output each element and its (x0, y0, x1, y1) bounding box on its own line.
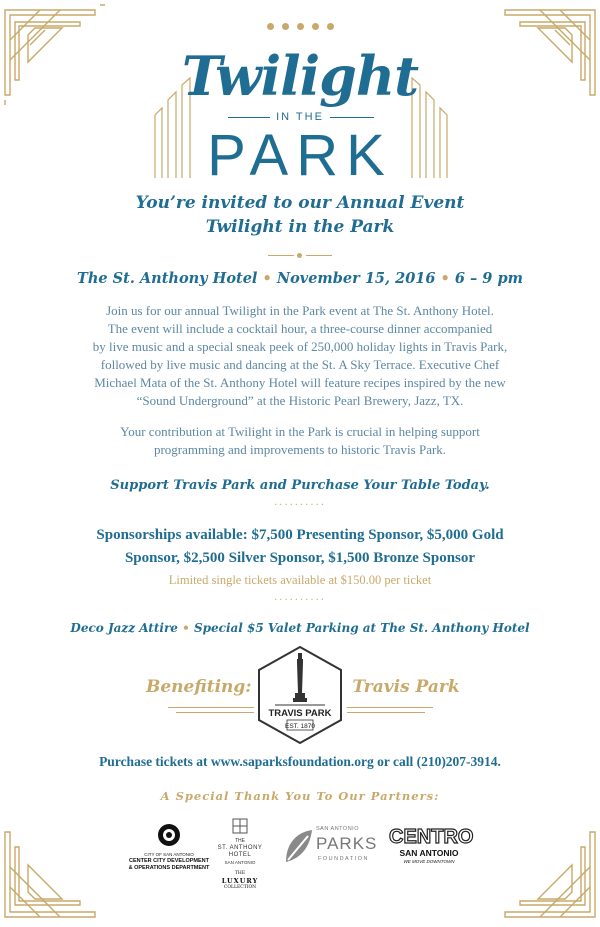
corner-ornament-bottom-left (0, 817, 110, 927)
parking-text: Special $5 Valet Parking at The St. Anthony Hotel (193, 621, 530, 635)
attire-parking (0, 621, 600, 635)
luxury-name: LUXURY (221, 877, 259, 885)
badge-est: EST. 1870 (285, 723, 315, 730)
partner-parks-logo (282, 826, 378, 870)
luxury-the: THE (234, 871, 246, 876)
dot-divider-1: .......... (274, 497, 326, 508)
body-line: by live music and a special sneak peek of 250,000 holiday lights in Travis Park, (92, 339, 508, 354)
ccd-line1: CENTER CITY DEVELOPMENT (129, 858, 209, 864)
benefit-rule-left-1 (168, 707, 254, 708)
contribution-paragraph (0, 423, 600, 459)
centro-sub: SAN ANTONIO (399, 848, 459, 858)
body-line: The event will include a cocktail hour, a three-course dinner accompanied (107, 321, 493, 336)
event-venue: The St. Anthony Hotel (77, 270, 258, 287)
luxury-collection: COLLECTION (223, 885, 257, 890)
benefit-rule-right-2 (347, 712, 425, 713)
ccd-line2: & OPERATIONS DEPARTMENT (128, 865, 210, 871)
hotel-crest-icon (232, 818, 248, 834)
dot-divider-2: .......... (274, 592, 326, 603)
headline-line2: Twilight in the Park (205, 217, 395, 237)
body-line: Michael Mata of the St. Anthony Hotel will feature recipes inspired by the new (94, 375, 506, 390)
attire-sep: • (182, 621, 190, 635)
partner-hotel-logo (212, 818, 268, 891)
hotel-city: SAN ANTONIO (224, 860, 256, 865)
ccd-small: CITY OF SAN ANTONIO (144, 852, 194, 857)
event-sep-1: • (262, 270, 272, 287)
purchase-line: Purchase tickets at www.saparksfoundation.org or call (210)207-3914. (99, 754, 501, 769)
support-text: Support Travis Park and Purchase Your Table Today. (110, 478, 490, 493)
attire-text: Deco Jazz Attire (70, 621, 178, 635)
partner-centro-logo (389, 826, 474, 865)
benefiting-name: Travis Park (352, 677, 460, 697)
badge-title: TRAVIS PARK (268, 708, 332, 719)
centro-tag: WE MOVE DOWNTOWN (403, 859, 455, 864)
parks-big: PARKS (316, 834, 378, 853)
hotel-name1: ST. ANTHONY (217, 845, 263, 851)
benefiting-label: Benefiting: (146, 677, 252, 697)
benefit-rule-left-2 (176, 712, 254, 713)
sponsorships-line1: Sponsorships available: $7,500 Presenting Sponsor, $5,000 Gold (96, 527, 504, 543)
body-paragraph (0, 302, 600, 410)
event-info (0, 270, 600, 287)
top-dots-ornament (0, 15, 600, 34)
benefit-rule-right-1 (347, 707, 433, 708)
headline-line1: You’re invited to our Annual Event (135, 193, 465, 213)
body-line: Join us for our annual Twilight in the Park event at The St. Anthony Hotel. (106, 303, 494, 318)
body-line: “Sound Underground” at the Historic Pearl Brewery, Jazz, TX. (136, 393, 464, 408)
partners-thanks: A Special Thank You To Our Partners: (160, 789, 440, 803)
contribution-line: Your contribution at Twilight in the Park is crucial in helping support (120, 424, 480, 439)
body-line: followed by live music and dancing at the St. A Sky Terrace. Executive Chef (100, 357, 500, 372)
contribution-line: programming and improvements to historic Travis Park. (153, 442, 447, 457)
logo-twilight: Twilight (181, 44, 419, 108)
sponsorships-line2: Sponsor, $2,500 Silver Sponsor, $1,500 Bronze Sponsor (124, 550, 476, 566)
hotel-name2: HOTEL (228, 852, 252, 858)
parks-foundation: FOUNDATION (318, 856, 369, 862)
travis-park-badge (257, 645, 343, 745)
leaf-icon (282, 828, 316, 866)
event-date: November 15, 2016 (276, 270, 436, 287)
single-tickets: Limited single tickets available at $150.00 per ticket (168, 573, 432, 587)
logo-in-the: IN THE (0, 111, 600, 123)
parks-small: SAN ANTONIO (316, 826, 359, 832)
logo-park: PARK (207, 123, 393, 188)
hotel-the: THE (235, 838, 245, 844)
headline-divider (268, 252, 332, 260)
corner-ornament-bottom-right (490, 817, 600, 927)
city-seal-icon (156, 822, 182, 848)
event-sep-2: • (440, 270, 450, 287)
centro-big: CENTRO (389, 826, 474, 848)
partner-ccd-logo (126, 822, 212, 872)
event-time: 6 – 9 pm (454, 270, 523, 287)
